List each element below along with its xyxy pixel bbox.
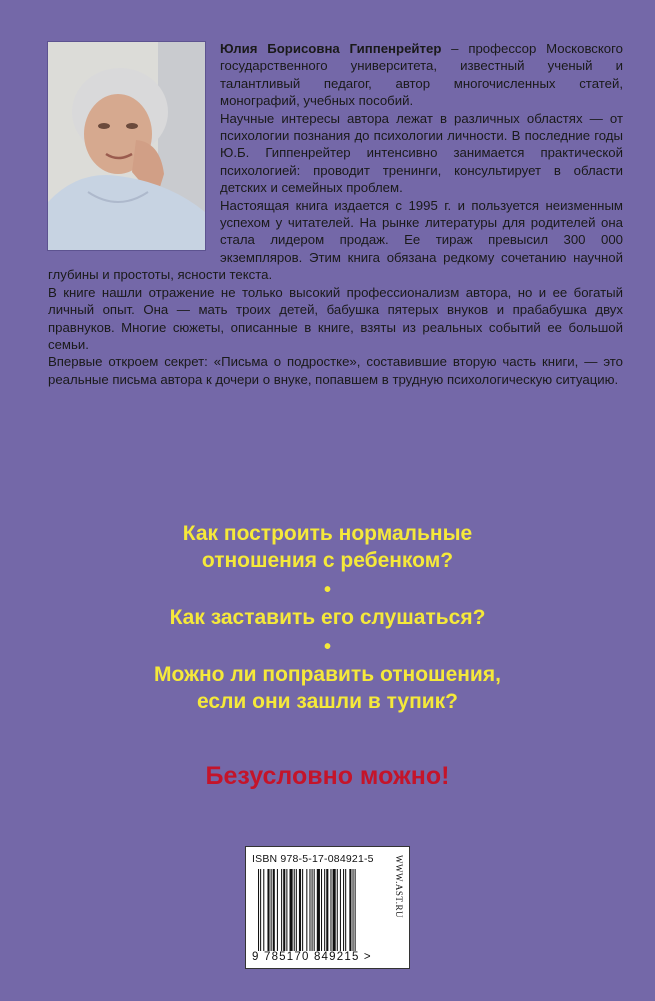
question-2: Как заставить его слушаться? — [169, 606, 486, 629]
author-name: Юлия Борисовна Гиппенрейтер — [220, 41, 442, 56]
question-3-line-2: если они зашли в тупик? — [196, 690, 458, 713]
barcode-stripe — [317, 869, 320, 951]
barcode-stripe — [258, 869, 259, 951]
barcode-stripe — [267, 869, 269, 951]
barcode-stripe — [299, 869, 301, 951]
barcode-stripe — [271, 869, 272, 951]
bio-paragraph-5: Впервые откроем секрет: «Письма о подростке», составившие вторую часть книги, — это реальные письма автора к дочери о внуке, попавшем в трудную психологическую ситуацию. — [48, 354, 623, 387]
bullet-1: • — [323, 579, 331, 601]
barcode-bars — [258, 869, 378, 951]
barcode-stripe — [273, 869, 275, 951]
barcode-stripe — [333, 869, 336, 951]
barcode-stripe — [296, 869, 297, 951]
barcode-label — [245, 846, 410, 969]
barcode-stripe — [306, 869, 307, 951]
question-3-line-1: Можно ли поправить отношения, — [154, 663, 501, 686]
barcode-stripe — [345, 869, 346, 951]
publisher-site: WWW.AST.RU — [394, 855, 404, 918]
bio-text-1: профессор Московского государственного университета, известный ученый и талантливый педагог, автор многочисленных статей, монографий, учебных пособий. — [220, 41, 623, 109]
barcode-stripe — [312, 869, 313, 951]
barcode-stripe — [324, 869, 325, 951]
barcode-stripe — [286, 869, 287, 951]
barcode-stripe — [326, 869, 328, 951]
barcode-stripe — [294, 869, 295, 951]
barcode-stripe — [340, 869, 341, 951]
author-bio — [48, 40, 623, 388]
question-1-line-2: отношения с ребенком? — [201, 549, 454, 572]
barcode-stripe — [321, 869, 322, 951]
bio-paragraph-3: Настоящая книга издается с 1995 г. и пользуется неизменным успехом у читателей. На рынке литературы для родителей она стала лидером продаж. Ее тираж превысил 300 000 экземпляров. Этим книга обязана редкому сочетанию научной глубины и простоты, ясности текста. — [48, 197, 623, 283]
barcode-stripe — [355, 869, 356, 951]
barcode-number: 9 785170 849215 > — [252, 951, 372, 963]
barcode-stripe — [277, 869, 278, 951]
barcode-stripe — [290, 869, 293, 951]
question-1-line-1: Как построить нормальные — [182, 522, 473, 545]
barcode-stripe — [330, 869, 331, 951]
bio-paragraph-2: Научные интересы автора лежат в различных областях — от психологии познания до психологии личности. В последние годы Ю.Б. Гиппенрейтер интенсивно занимается практической психологией: проводит тренинги, консультирует в области детских и семейных проблем. — [220, 110, 623, 196]
barcode-stripe — [263, 869, 264, 951]
photo-spacer — [48, 40, 220, 266]
answer-heading: Безусловно можно! — [205, 762, 450, 790]
barcode-stripe — [302, 869, 303, 951]
isbn-text: ISBN 978-5-17-084921-5 — [252, 853, 374, 865]
barcode-stripe — [337, 869, 338, 951]
barcode-stripe — [260, 869, 261, 951]
bullet-2: • — [323, 636, 331, 658]
bio-paragraph-4: В книге нашли отражение не только высокий профессионализм автора, но и ее богатый личный опыт. Она — мать троих детей, бабушка пятерых внуков и прабабушка двух правнуков. Многие сюжеты, описанные в книге, взяты из реальных событий ее большой семьи. — [48, 284, 623, 352]
barcode-stripe — [343, 869, 344, 951]
author-name-dash: – — [441, 41, 459, 56]
question-block — [0, 520, 655, 715]
barcode-stripe — [353, 869, 354, 951]
barcode-stripe — [314, 869, 315, 951]
barcode-stripe — [349, 869, 351, 951]
barcode-stripe — [283, 869, 285, 951]
barcode-stripe — [281, 869, 282, 951]
barcode-stripe — [309, 869, 310, 951]
